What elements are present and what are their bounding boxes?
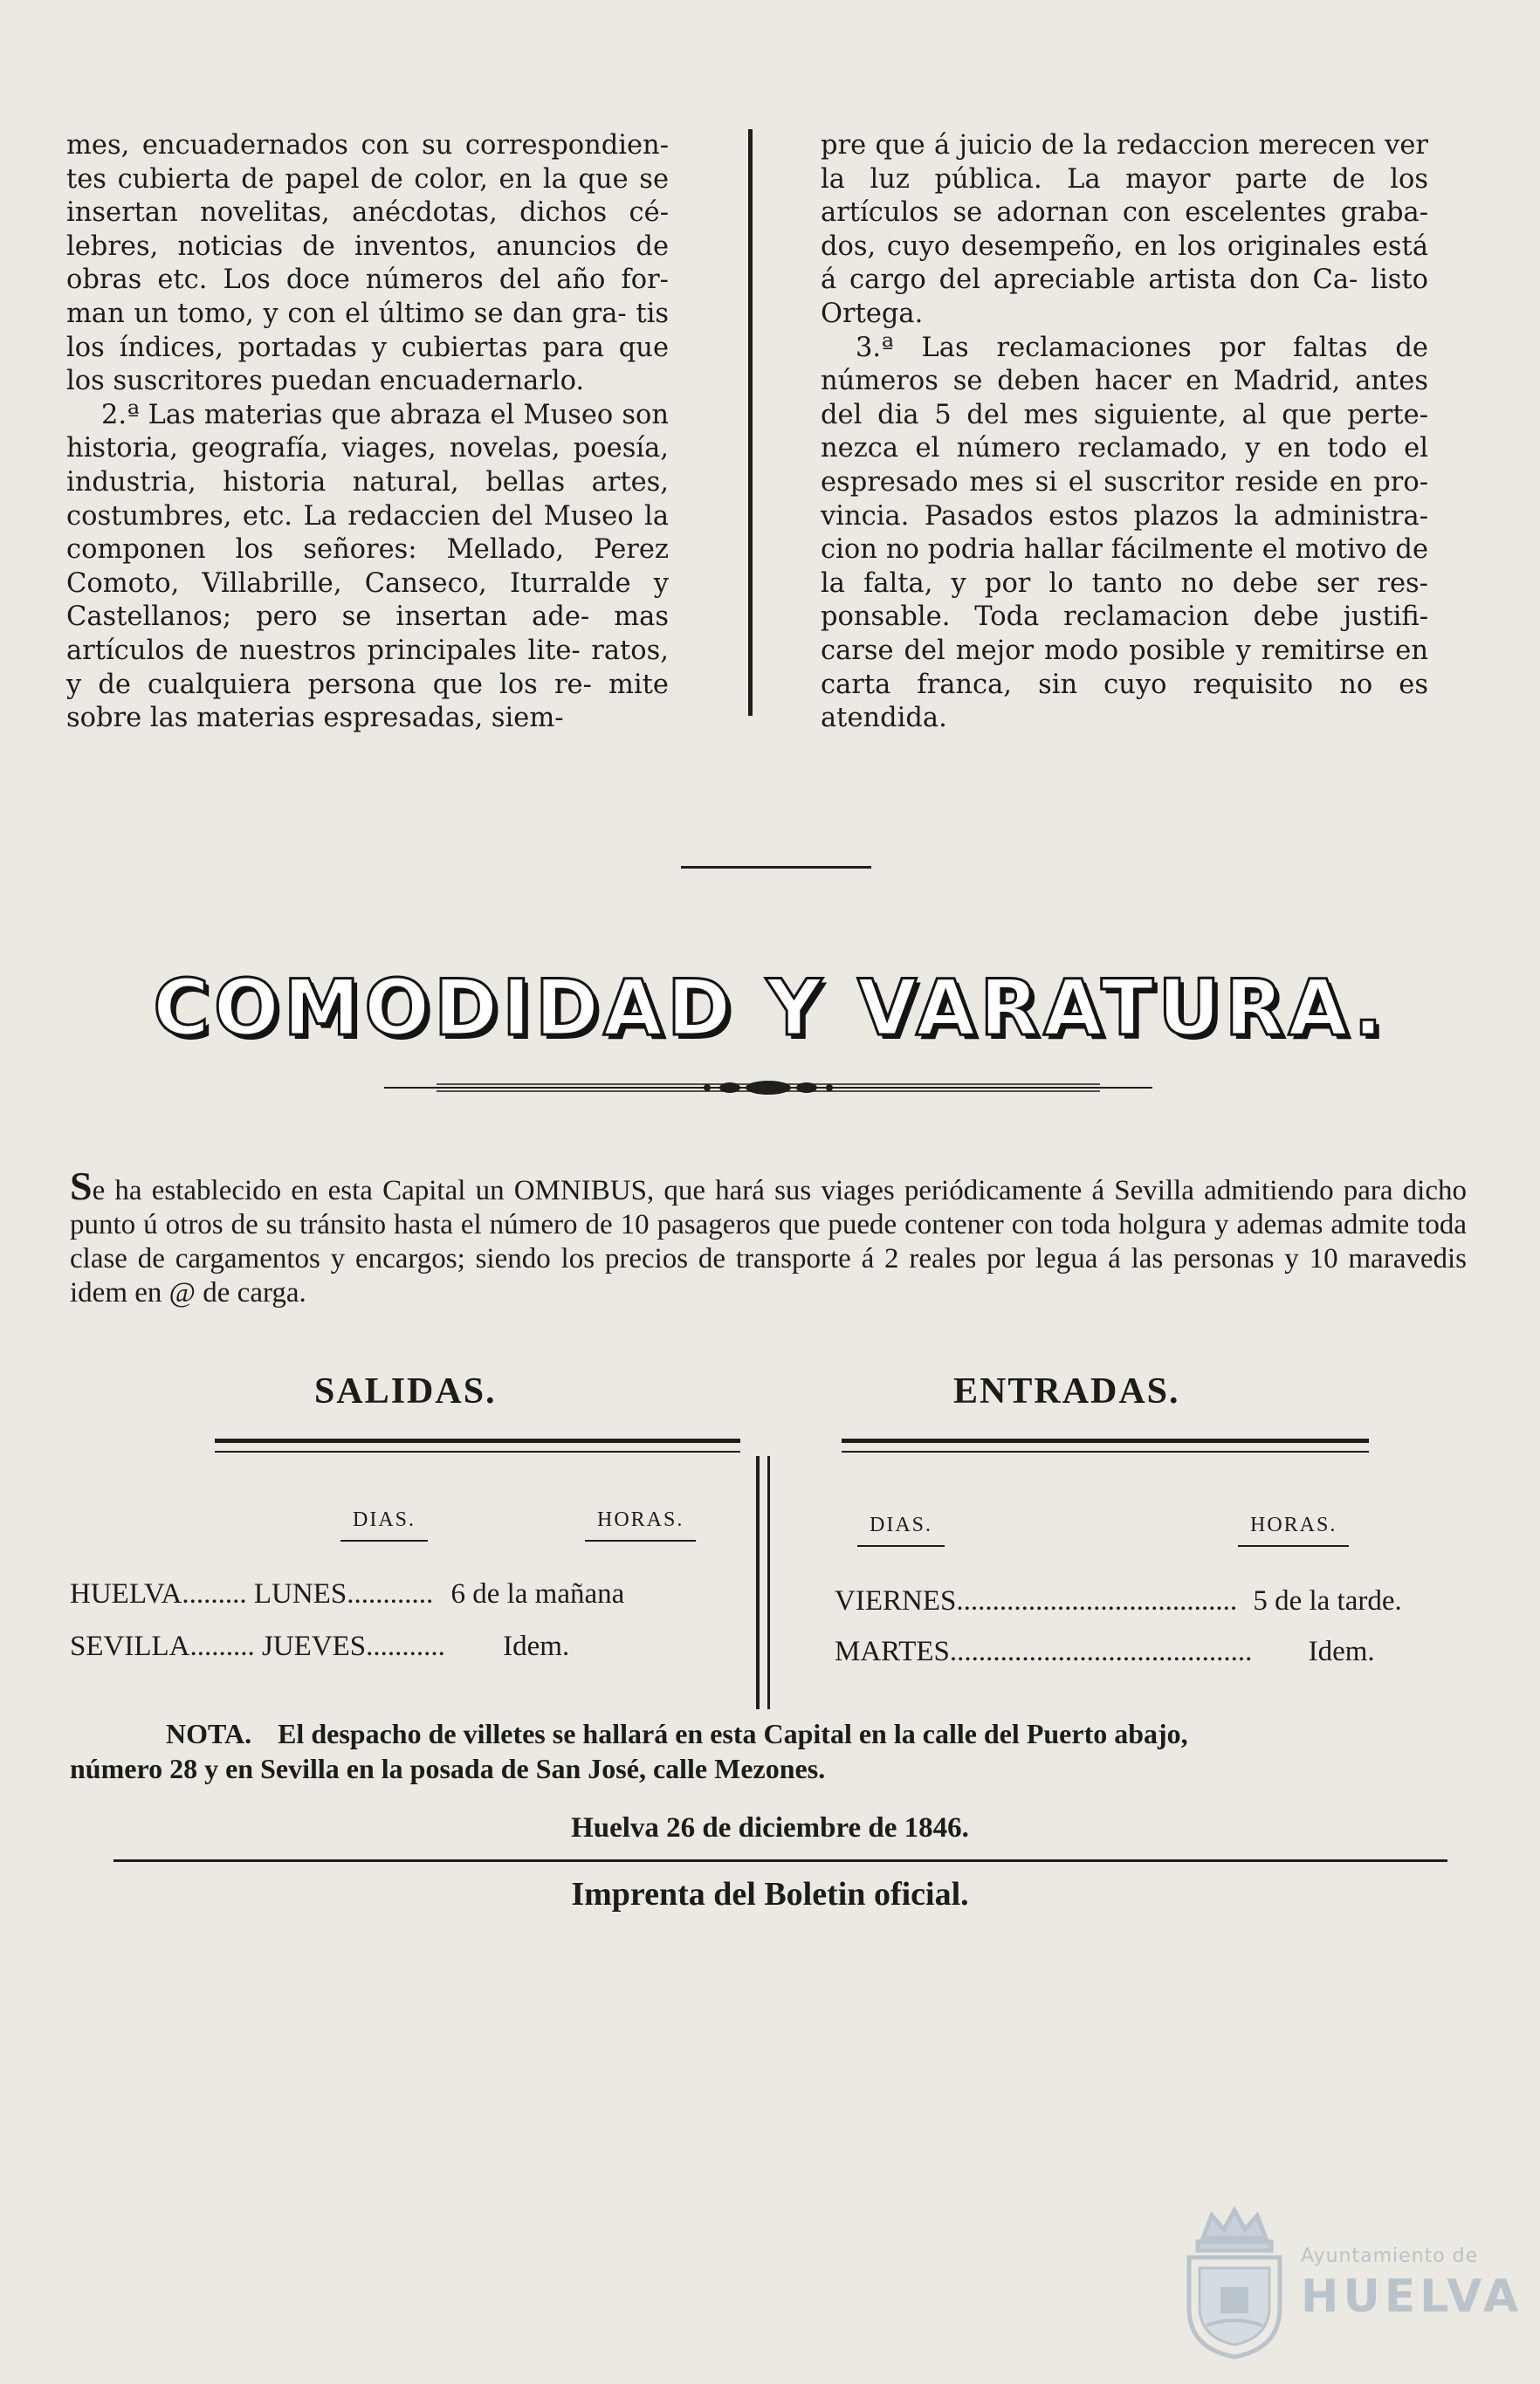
left-column [66,129,669,736]
salidas-dias-label: DIAS. [353,1508,416,1531]
entradas-horas-underline [1238,1545,1349,1547]
dateline: Huelva 26 de diciembre de 1846. [571,1812,969,1844]
section-rule [681,866,871,869]
watermark-label-big: HUELVA [1301,2271,1523,2323]
entradas-heading: ENTRADAS. [953,1371,1180,1412]
salidas-row [70,1627,569,1666]
salidas-rule [215,1439,740,1453]
entradas-horas-label: HORAS. [1250,1514,1337,1536]
day-cell: MARTES.......................................... [835,1636,1253,1667]
nota-line-1: El despacho de villetes se hallará en esta Capital en la calle del Puerto abajo, [278,1718,1188,1749]
entradas-row [835,1632,1375,1671]
entradas-dias-header [870,1514,932,1537]
left-paragraph-2: 2.ª Las materias que abraza el Museo son historia, geografía, viages, novelas, poesía, industria, historia natural, bellas artes, costumbres, etc. La redaccien del Museo la componen los señores: Mellado, Perez Comoto, Villabrille, Canseco, Iturralde y Castellanos; pero se insertan ade- mas artículos de nuestros principales lite- ratos, y de cualquiera persona que los re- mite sobre las materias espresadas, siem- [66,399,669,734]
left-paragraph-1: mes, encuadernados con su correspondien- tes cubierta de papel de color, en la que se insertan novelitas, anécdotas, dichos cé- lebres, noticias de inventos, anuncios de obras etc. Los doce números del año for- man un tomo, y con el último se dan gra- tis los índices, portadas y cubiertas para que los suscritores puedan encuadernarlo. [66,130,669,397]
salidas-horas-underline [585,1540,696,1542]
ad-body [70,1164,1467,1310]
nota-label: NOTA. [166,1718,252,1749]
bottom-rule [113,1859,1447,1862]
place-cell: HUELVA......... [70,1578,247,1610]
entradas-row [835,1582,1402,1620]
time-cell: 6 de la mañana [450,1578,625,1610]
salidas-row [70,1575,624,1613]
schedule-divider [756,1456,770,1709]
watermark-text [1301,2245,1523,2323]
time-cell: 5 de la tarde. [1253,1585,1402,1617]
entradas-dias-label: DIAS. [870,1514,933,1536]
salidas-heading: SALIDAS. [314,1371,497,1412]
city-seal-icon [1177,2203,1292,2360]
place-cell: SEVILLA......... [70,1631,255,1662]
day-cell: LUNES............ [253,1578,434,1610]
entradas-horas-header [1250,1514,1337,1537]
imprint: Imprenta del Boletin oficial. [571,1876,969,1913]
time-cell: Idem. [503,1631,570,1662]
right-column [821,129,1428,736]
salidas-horas-header [597,1508,684,1532]
day-cell: VIERNES....................................... [835,1585,1238,1617]
ad-body-text: e ha establecido en esta Capital un OMNIBUS, que hará sus viages periódicamente á Sevilla admitiendo para dicho punto ú otros de su tránsito hasta el número de 10 pasageros que puede contener con toda holgura y ademas admite toda clase de cargamentos y encargos; siendo los precios de transporte á 2 reales por legua á las personas y 10 maravedis idem en @ de carga. [70,1175,1467,1309]
nota-block [70,1716,1467,1786]
watermark-label-small: Ayuntamiento de [1301,2245,1479,2267]
entradas-rule [842,1439,1369,1453]
ornament-divider [384,1077,1152,1098]
drop-cap: S [70,1164,93,1208]
ad-title: COMODIDAD Y VARATURA. [153,963,1387,1053]
time-cell: Idem. [1308,1636,1375,1667]
salidas-horas-label: HORAS. [597,1508,684,1531]
nota-line-2: número 28 y en Sevilla en la posada de San José, calle Mezones. [70,1753,826,1784]
entradas-dias-underline [857,1545,945,1547]
salidas-dias-underline [340,1540,428,1542]
day-cell: JUEVES........... [261,1631,445,1662]
right-paragraph-1: pre que á juicio de la redaccion merecen ver la luz pública. La mayor parte de los artículos se adornan con escelentes graba- dos, cuyo desempeño, en los originales está á cargo del apreciable artista don Ca- listo Ortega. [821,130,1428,329]
column-divider [748,129,753,716]
right-paragraph-2: 3.ª Las reclamaciones por faltas de números se deben hacer en Madrid, antes del dia 5 del mes siguiente, al que perte- nezca el número reclamado, y en todo el espresado mes si el suscritor reside en pro- vincia. Pasados estos plazos la administra- cion no podria hallar fácilmente el motivo de la falta, y por lo tanto no debe ser res- ponsable. Toda reclamacion debe justifi- carse del mejor modo posible y remitirse en carta franca, sin cuyo requisito no es atendida. [821,332,1428,734]
salidas-dias-header [353,1508,416,1532]
